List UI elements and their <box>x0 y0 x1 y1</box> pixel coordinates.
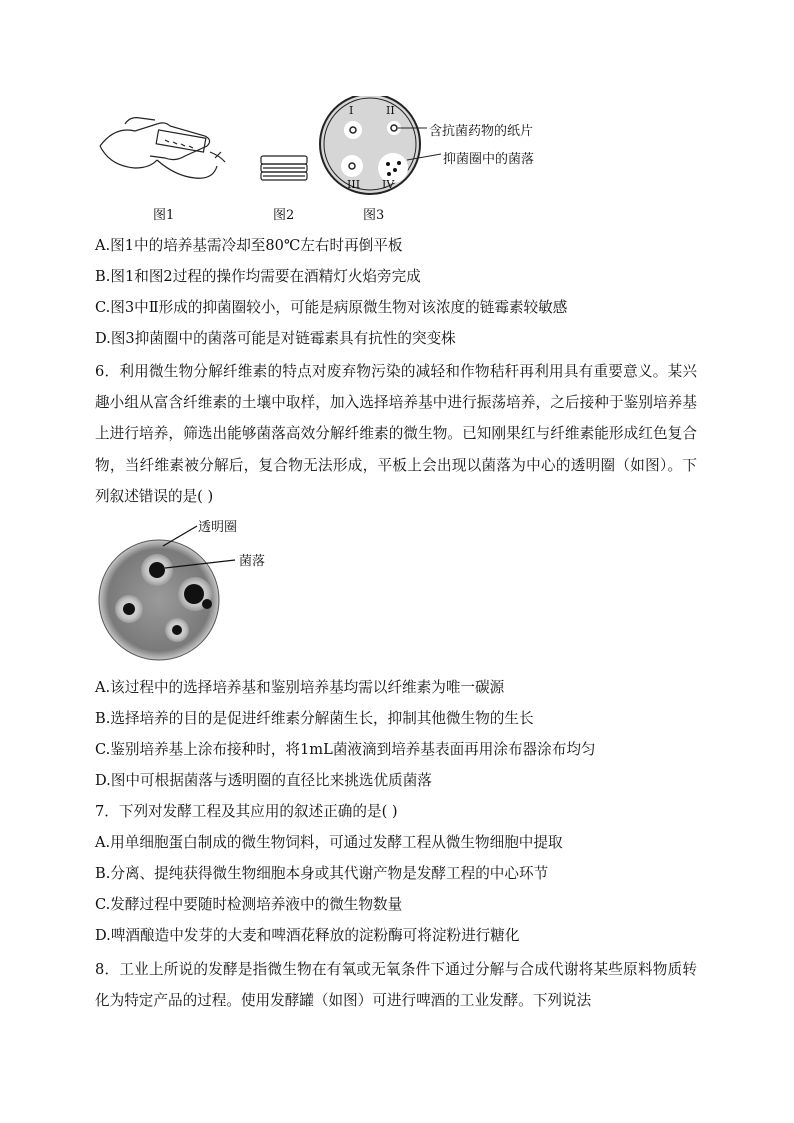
q5-option-b: B.图1和图2过程的操作均需要在酒精灯火焰旁完成 <box>95 268 421 285</box>
plate-label-iv: IV <box>382 178 395 191</box>
plate-label-i: I <box>349 104 354 117</box>
figure-1-drawing <box>100 118 225 179</box>
q7-option-d: D.啤酒酿造中发芽的大麦和啤酒花释放的淀粉酶可将淀粉进行糖化 <box>95 927 520 944</box>
figure-row-q5 <box>95 96 565 224</box>
caption-figure-3: 图3 <box>363 208 385 223</box>
q5-option-c: C.图3中Ⅱ形成的抑菌圈较小，可能是病原微生物对该浓度的链霉素较敏感 <box>95 299 568 316</box>
q6-option-c: C.鉴别培养基上涂布接种时，将1mL菌液滴到培养基表面再用涂布器涂布均匀 <box>95 741 596 758</box>
q6-label-colony: 菌落 <box>239 554 266 569</box>
q7-stem: 7．下列对发酵工程及其应用的叙述正确的是( ) <box>95 803 398 820</box>
q7-option-b: B.分离、提纯获得微生物细胞本身或其代谢产物是发酵工程的中心环节 <box>95 865 549 882</box>
caption-figure-1: 图1 <box>153 208 175 223</box>
plate-label-ii: II <box>386 104 395 117</box>
q6-label-clear-zone: 透明圈 <box>198 520 238 535</box>
figure-3-plate <box>320 96 441 194</box>
q6-option-a: A.该过程中的选择培养基和鉴别培养基均需以纤维素为唯一碳源 <box>95 679 505 696</box>
q7-option-c: C.发酵过程中要随时检测培养液中的微生物数量 <box>95 896 403 913</box>
figure-2-drawing <box>261 156 307 180</box>
q7-option-a: A.用单细胞蛋白制成的微生物饲料，可通过发酵工程从微生物细胞中提取 <box>95 834 563 851</box>
caption-figure-2: 图2 <box>273 208 295 223</box>
q8-stem: 8．工业上所说的发酵是指微生物在有氧或无氧条件下通过分解与合成代谢将某些原料物质转化为特定产品的过程。使用发酵罐（如图）可进行啤酒的工业发酵。下列说法 <box>95 961 697 1010</box>
callout-colony: 抑菌圈中的菌落 <box>443 152 535 167</box>
figure-q6-dish <box>97 512 297 668</box>
q6-option-d: D.图中可根据菌落与透明圈的直径比来挑选优质菌落 <box>95 772 432 789</box>
q6-option-b: B.选择培养的目的是促进纤维素分解菌生长，抑制其他微生物的生长 <box>95 710 534 727</box>
callout-disk: 含抗菌药物的纸片 <box>429 124 534 139</box>
q5-option-a: A.图1中的培养基需冷却至80℃左右时再倒平板 <box>95 237 403 254</box>
plate-label-iii: III <box>347 178 361 191</box>
figure-q6 <box>97 512 297 668</box>
q6-stem: 6．利用微生物分解纤维素的特点对废弃物污染的减轻和作物秸秆再利用具有重要意义。某兴趣小组从富含纤维素的土壤中取样，加入选择培养基中进行振荡培养，之后接种于鉴别培养基上进行培养，筛选出能够菌落高效分解纤维素的微生物。已知刚果红与纤维素能形成红色复合物，当纤维素被分解后，复合物无法形成，平板上会出现以菌落为中心的透明圈（如图）。下列叙述错误的是( ) <box>95 363 697 505</box>
q5-option-d: D.图3抑菌圈中的菌落可能是对链霉素具有抗性的突变株 <box>95 330 456 347</box>
